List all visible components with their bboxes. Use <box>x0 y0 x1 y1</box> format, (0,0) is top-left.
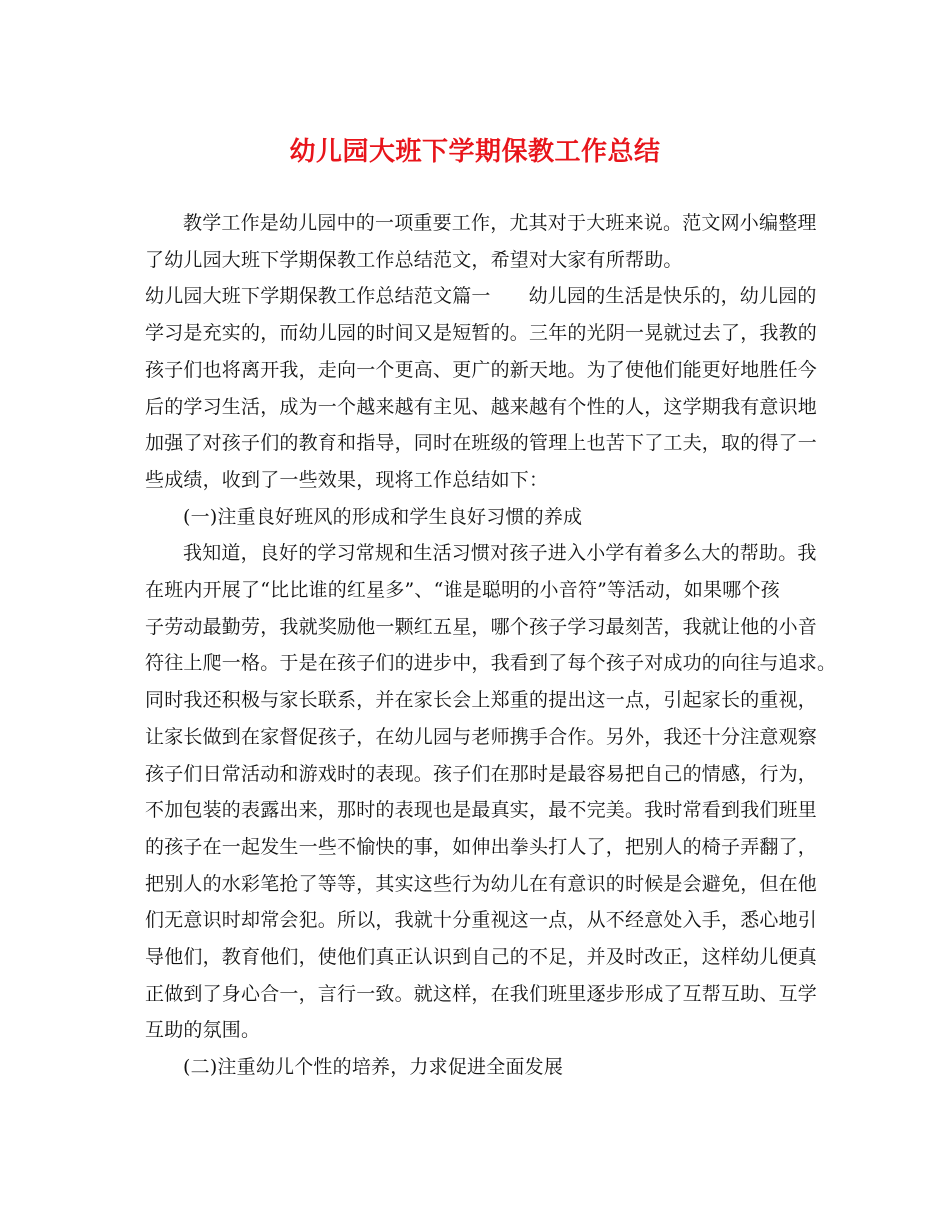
paragraph-line: 了幼儿园大班下学期保教工作总结范文，希望对大家有所帮助。 <box>145 248 683 271</box>
paragraph-line: 学习是充实的，而幼儿园的时间又是短暂的。三年的光阴一晃就过去了，我教的 <box>145 322 818 345</box>
paragraph-line: 教学工作是幼儿园中的一项重要工作，尤其对于大班来说。范文网小编整理 <box>183 212 817 234</box>
paragraph-line: 们无意识时却常会犯。所以，我就十分重视这一点，从不经意处入手，悉心地引 <box>145 909 818 932</box>
paragraph-line: 我知道，良好的学习常规和生活习惯对孩子进入小学有着多么大的帮助。我 <box>183 542 817 565</box>
paragraph-line <box>145 278 817 315</box>
paragraph-text: 幼儿园的生活是快乐的，幼儿园的 <box>528 285 817 308</box>
paragraph-line: 互助的氛围。 <box>145 1019 261 1042</box>
paragraph-line: 的孩子在一起发生一些不愉快的事，如伸出拳头打人了，把别人的椅子弄翻了， <box>145 835 818 858</box>
paragraph-line: 同时我还积极与家长联系，并在家长会上郑重的提出这一点，引起家长的重视， <box>145 689 818 712</box>
paragraph-line: 子劳动最勤劳，我就奖励他一颗红五星，哪个孩子学习最刻苦，我就让他的小音 <box>145 615 818 638</box>
section-heading: (二)注重幼儿个性的培养，力求促进全面发展 <box>183 1056 564 1079</box>
paragraph-line: 孩子们日常活动和游戏时的表现。孩子们在那时是最容易把自己的情感，行为， <box>145 762 818 785</box>
document-title: 幼儿园大班下学期保教工作总结 <box>289 137 661 167</box>
paragraph-line: 后的学习生活，成为一个越来越有主见、越来越有个性的人，这学期我有意识地 <box>145 395 818 418</box>
paragraph-line: 正做到了身心合一，言行一致。就这样，在我们班里逐步形成了互帮互助、互学 <box>145 982 818 1005</box>
paragraph-line: 在班内开展了“比比谁的红星多”、“谁是聪明的小音符”等活动，如果哪个孩 <box>145 579 780 602</box>
paragraph-line: 把别人的水彩笔抢了等等，其实这些行为幼儿在有意识的时候是会避免，但在他 <box>145 872 818 895</box>
paragraph-line: 些成绩，收到了一些效果，现将工作总结如下： <box>145 468 549 491</box>
paragraph-line: 不加包装的表露出来，那时的表现也是最真实，最不完美。我时常看到我们班里 <box>145 799 818 822</box>
paragraph-line: 符往上爬一格。于是在孩子们的进步中，我看到了每个孩子对成功的向往与追求。 <box>145 652 837 675</box>
document-body <box>145 205 837 1086</box>
paragraph-line: 孩子们也将离开我，走向一个更高、更广的新天地。为了使他们能更好地胜任今 <box>145 358 818 381</box>
paragraph-line: 加强了对孩子们的教育和指导，同时在班级的管理上也苦下了工夫，取的得了一 <box>145 432 818 455</box>
paragraph-line: 导他们，教育他们，使他们真正认识到自己的不足，并及时改正，这样幼儿便真 <box>145 946 818 969</box>
section-heading: 幼儿园大班下学期保教工作总结范文篇一 <box>145 285 491 308</box>
paragraph-line: 让家长做到在家督促孩子，在幼儿园与老师携手合作。另外，我还十分注意观察 <box>145 725 818 748</box>
section-heading: (一)注重良好班风的形成和学生良好习惯的养成 <box>183 505 583 528</box>
